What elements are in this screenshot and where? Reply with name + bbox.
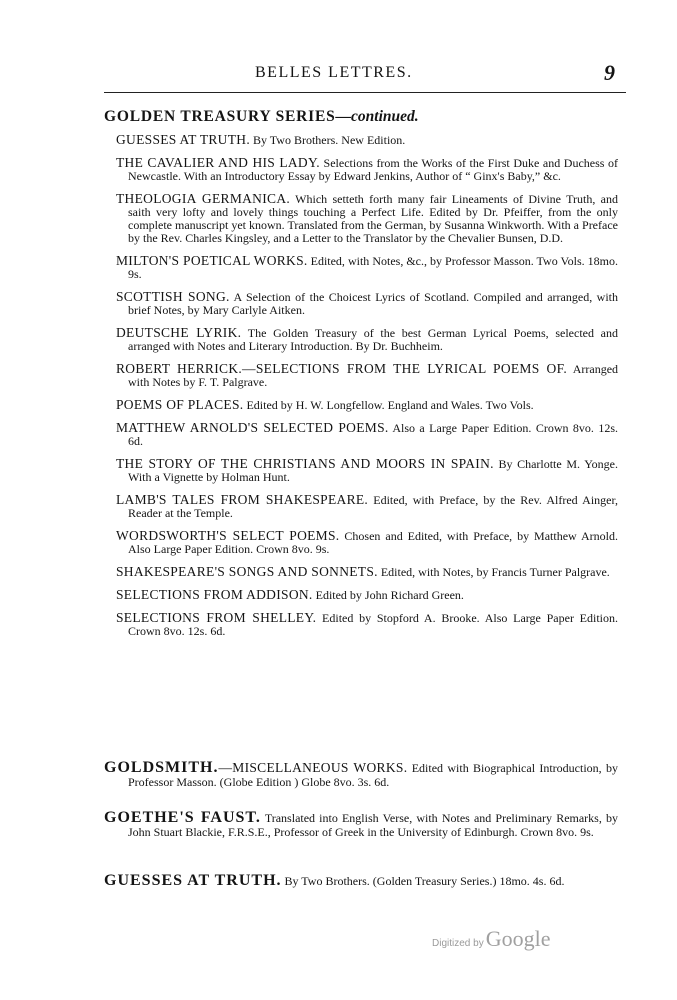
book-title: SELECTIONS FROM ADDISON.	[116, 587, 313, 602]
page-number: 9	[604, 60, 615, 85]
book-description: By Charlotte M. Yonge. With a Vignette by Holman Hunt.	[128, 457, 618, 484]
series-entries	[116, 133, 618, 647]
book-title: MATTHEW ARNOLD'S SELECTED POEMS.	[116, 420, 389, 435]
goldsmith-subtitle: —MISCELLANEOUS WORKS.	[218, 760, 408, 775]
book-description: Selections from the Works of the First Duke and Duchess of Newcastle. With an Introductory Essay by Edward Jenkins, Author of “ Ginx's Baby,” &c.	[128, 156, 618, 183]
goldsmith-entry	[104, 761, 618, 789]
series-title	[104, 108, 419, 126]
book-entry	[116, 156, 618, 183]
running-title: BELLES LETTRES.	[255, 64, 413, 81]
book-entry	[116, 290, 618, 317]
series-continued: —continued.	[335, 108, 419, 125]
book-description: Edited by Stopford A. Brooke. Also Large Paper Edition. Crown 8vo. 12s. 6d.	[128, 611, 618, 638]
book-description: Edited, with Notes, by Francis Turner Palgrave.	[380, 565, 610, 579]
book-description: Also a Large Paper Edition. Crown 8vo. 12s. 6d.	[128, 421, 619, 448]
book-title: POEMS OF PLACES.	[116, 397, 244, 412]
book-entry	[116, 611, 618, 638]
goethe-title: GOETHE'S FAUST.	[104, 809, 261, 826]
book-entry	[116, 529, 618, 556]
book-entry	[116, 326, 618, 353]
book-title: MILTON'S POETICAL WORKS.	[116, 253, 308, 268]
book-description: Which setteth forth many fair Lineaments of Divine Truth, and saith very lofty and lovely things touching a Perfect Life. Edited by Dr. Pfeiffer, from the only complete manuscript yet known. Translated from the German, by Susanna Winkworth. With a Preface by the Rev. Charles Kingsley, and a Letter to the Translator by the Chevalier Bunsen, D.D.	[128, 192, 618, 245]
book-entry	[116, 398, 618, 412]
book-entry	[116, 133, 618, 147]
digitized-label: Digitized by	[432, 938, 484, 949]
book-title: LAMB'S TALES FROM SHAKESPEARE.	[116, 492, 369, 507]
book-entry	[116, 565, 618, 579]
guesses-entry	[104, 874, 618, 888]
book-title: WORDSWORTH'S SELECT POEMS.	[116, 528, 340, 543]
book-description: Edited, with Notes, &c., by Professor Masson. Two Vols. 18mo. 9s.	[128, 254, 618, 281]
book-description: Chosen and Edited, with Preface, by Matthew Arnold. Also Large Paper Edition. Crown 8vo. 9s.	[128, 529, 618, 556]
book-description: The Golden Treasury of the best German Lyrical Poems, selected and arranged with Notes and Literary Introduction. By Dr. Buchheim.	[128, 326, 618, 353]
guesses-title: GUESSES AT TRUTH.	[104, 872, 282, 889]
book-entry	[116, 254, 618, 281]
book-entry	[116, 493, 618, 520]
book-title: ROBERT HERRICK.—SELECTIONS FROM THE LYRICAL POEMS OF.	[116, 361, 568, 376]
google-watermark	[432, 926, 550, 952]
book-description: By Two Brothers. New Edition.	[253, 133, 406, 147]
book-entry	[116, 457, 618, 484]
book-title: SHAKESPEARE'S SONGS AND SONNETS.	[116, 564, 378, 579]
book-description: Edited by H. W. Longfellow. England and Wales. Two Vols.	[246, 398, 534, 412]
book-title: THEOLOGIA GERMANICA.	[116, 191, 291, 206]
book-title: DEUTSCHE LYRIK.	[116, 325, 242, 340]
series-name: GOLDEN TREASURY SERIES	[104, 108, 336, 125]
guesses-text: By Two Brothers. (Golden Treasury Series.) 18mo. 4s. 6d.	[284, 874, 565, 888]
book-entry	[116, 421, 618, 448]
book-entry	[116, 588, 618, 602]
goethe-entry	[104, 811, 618, 839]
google-logo: Google	[485, 926, 551, 951]
goldsmith-text: Edited with Biographical Introduction, by Professor Masson. (Globe Edition ) Globe 8vo. 3s. 6d.	[128, 761, 619, 789]
book-entry	[116, 192, 618, 245]
book-description: Edited by John Richard Green.	[315, 588, 464, 602]
header-rule	[104, 92, 626, 93]
goethe-text: Translated into English Verse, with Notes and Preliminary Remarks, by John Stuart Blackie, F.R.S.E., Professor of Greek in the University of Edinburgh. Crown 8vo. 9s.	[128, 811, 618, 839]
book-title: THE STORY OF THE CHRISTIANS AND MOORS IN SPAIN.	[116, 456, 494, 471]
book-entry	[116, 362, 618, 389]
goldsmith-title: GOLDSMITH.	[104, 759, 219, 776]
book-title: SELECTIONS FROM SHELLEY.	[116, 610, 317, 625]
book-description: Edited, with Preface, by the Rev. Alfred Ainger, Reader at the Temple.	[128, 493, 618, 520]
book-description: Arranged with Notes by F. T. Palgrave.	[128, 362, 619, 389]
book-title: GUESSES AT TRUTH.	[116, 132, 251, 147]
book-title: SCOTTISH SONG.	[116, 289, 230, 304]
book-title: THE CAVALIER AND HIS LADY.	[116, 155, 320, 170]
book-description: A Selection of the Choicest Lyrics of Scotland. Compiled and arranged, with brief Notes, by Mary Carlyle Aitken.	[128, 290, 619, 317]
